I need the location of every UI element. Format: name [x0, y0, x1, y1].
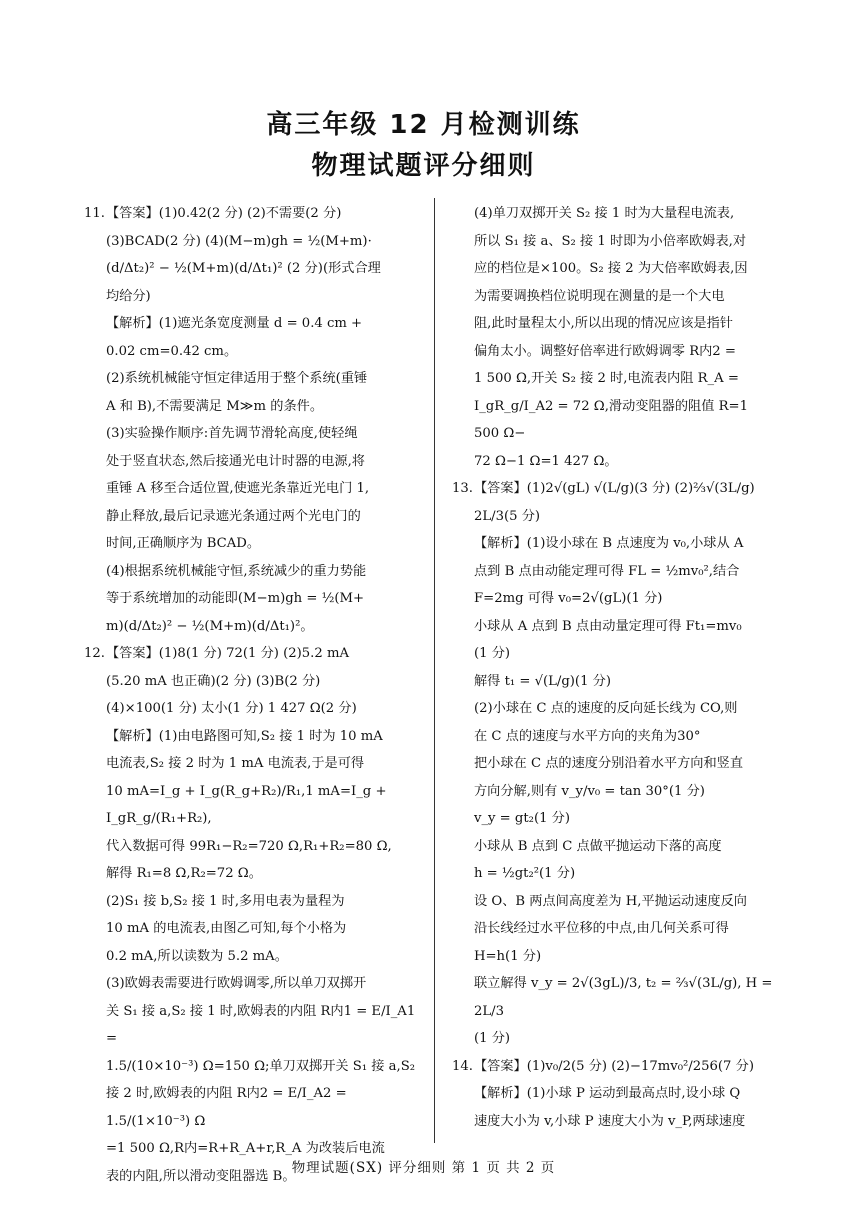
text-line: 应的档位是×100。S₂ 接 2 为大倍率欧姆表,因 [474, 261, 748, 276]
text-line: 联立解得 v_y = 2√(3gL)/3, t₂ = ⅔√(3L/g), H = 2L/3 [474, 976, 773, 1019]
text-line: 把小球在 C 点的速度分别沿着水平方向和竖直 [474, 756, 744, 771]
text-line: 电流表,S₂ 接 2 时为 1 mA 电流表,于是可得 [106, 756, 365, 771]
page-title-line1: 高三年级 12 月检测训练 [266, 110, 581, 140]
answer-line: 【答案】(1)0.42(2 分) (2)不需要(2 分) [106, 206, 342, 221]
column-divider [434, 198, 435, 1143]
text-line: (3)BCAD(2 分) (4)(M−m)gh = ½(M+m)· [106, 233, 372, 249]
text-line: 时间,正确顺序为 BCAD。 [106, 536, 261, 551]
text-line: (4)单刀双掷开关 S₂ 接 1 时为大量程电流表, [474, 206, 735, 221]
text-line: =1 500 Ω,R内=R+R_A+r,R_A 为改装后电流 [106, 1141, 385, 1156]
text-line: (2)S₁ 接 b,S₂ 接 1 时,多用电表为量程为 [106, 893, 345, 909]
text-line: m)(d/Δt₂)² − ½(M+m)(d/Δt₁)²。 [106, 618, 314, 634]
text-line: A 和 B),不需要满足 M≫m 的条件。 [106, 398, 324, 414]
text-line: 设 O、B 两点间高度差为 H,平抛运动速度反向 [474, 893, 747, 909]
text-line: 小球从 B 点到 C 点做平抛运动下落的高度 [474, 838, 722, 854]
text-line: 10 mA 的电流表,由图乙可知,每个小格为 [106, 921, 347, 936]
text-line: (3)欧姆表需要进行欧姆调零,所以单刀双掷开 [106, 976, 367, 991]
text-line: 沿长线经过水平位移的中点,由几何关系可得 [474, 921, 729, 936]
text-line: 均给分) [106, 288, 151, 304]
text-line: 【解析】(1)遮光条宽度测量 d = 0.4 cm + [106, 316, 363, 331]
text-line: (d/Δt₂)² − ½(M+m)(d/Δt₁)² (2 分)(形式合理 [106, 261, 381, 276]
answer-line: 【答案】(1)2√(gL) √(L/g)(3 分) (2)⅔√(3L/g) [474, 481, 755, 496]
text-line: (4)根据系统机械能守恒,系统减少的重力势能 [106, 563, 367, 579]
page-footer: 物理试题(SX) 评分细则 第 1 页 共 2 页 [291, 1160, 556, 1176]
text-line: (4)×100(1 分) 太小(1 分) 1 427 Ω(2 分) [106, 701, 357, 716]
question-number: 14. [452, 1058, 473, 1074]
text-line: 表的内阻,所以滑动变阻器选 B。 [106, 1168, 296, 1184]
text-line: 0.02 cm=0.42 cm。 [106, 343, 238, 359]
answer-line: 【答案】(1)8(1 分) 72(1 分) (2)5.2 mA [106, 646, 349, 661]
text-line: 2L/3(5 分) [474, 508, 541, 524]
text-line: 【解析】(1)由电路图可知,S₂ 接 1 时为 10 mA [106, 728, 383, 744]
text-line: 1.5/(10×10⁻³) Ω=150 Ω;单刀双掷开关 S₁ 接 a,S₂ [106, 1058, 416, 1074]
text-line: 点到 B 点由动能定理可得 FL = ½mv₀²,结合 [474, 563, 740, 579]
question-number: 12. [84, 646, 105, 661]
answer-line: 【答案】(1)v₀/2(5 分) (2)−17mv₀²/256(7 分) [474, 1058, 754, 1074]
text-line: v_y = gt₂(1 分) [474, 811, 571, 826]
text-line: 阻,此时量程太小,所以出现的情况应该是指针 [474, 316, 733, 331]
text-line: 在 C 点的速度与水平方向的夹角为30° [474, 728, 701, 744]
text-line: 接 2 时,欧姆表的内阻 R内2 = E/I_A2 = 1.5/(1×10⁻³) Ω [106, 1086, 347, 1129]
text-line: 解得 t₁ = √(L/g)(1 分) [474, 673, 611, 689]
text-line: 方向分解,则有 v_y/v₀ = tan 30°(1 分) [474, 783, 705, 799]
text-line: (2)小球在 C 点的速度的反向延长线为 CO,则 [474, 701, 738, 716]
text-line: (1 分) [474, 646, 511, 661]
question-number: 11. [84, 206, 105, 221]
text-line: 关 S₁ 接 a,S₂ 接 1 时,欧姆表的内阻 R内1 = E/I_A1 = [106, 1003, 416, 1046]
right-column [452, 200, 774, 1140]
question-header [84, 640, 420, 668]
text-line: 所以 S₁ 接 a、S₂ 接 1 时即为小倍率欧姆表,对 [474, 233, 747, 249]
text-line: 【解析】(1)设小球在 B 点速度为 v₀,小球从 A [474, 536, 744, 551]
text-line: H=h(1 分) [474, 948, 542, 964]
text-line: 解得 R₁=8 Ω,R₂=72 Ω。 [106, 866, 262, 881]
text-line: 等于系统增加的动能即(M−m)gh = ½(M+ [106, 591, 365, 606]
text-line: 0.2 mA,所以读数为 5.2 mA。 [106, 948, 288, 964]
question-header [452, 1053, 774, 1081]
text-line: 72 Ω−1 Ω=1 427 Ω。 [474, 453, 618, 469]
text-line: 【解析】(1)小球 P 运动到最高点时,设小球 Q [474, 1086, 741, 1101]
text-line: h = ½gt₂²(1 分) [474, 866, 576, 881]
left-column [84, 200, 420, 1184]
text-line: (1 分) [474, 1031, 511, 1046]
text-line: 静止释放,最后记录遮光条通过两个光电门的 [106, 508, 361, 524]
question-header [84, 200, 420, 228]
text-line: (5.20 mA 也正确)(2 分) (3)B(2 分) [106, 673, 321, 689]
text-line: 1 500 Ω,开关 S₂ 接 2 时,电流表内阻 R_A = [474, 371, 739, 386]
text-line: 小球从 A 点到 B 点由动量定理可得 Ft₁=mv₀ [474, 618, 742, 634]
text-line: 处于竖直状态,然后接通光电计时器的电源,将 [106, 453, 365, 469]
question-header [452, 475, 774, 503]
text-line: 重锤 A 移至合适位置,使遮光条靠近光电门 1, [106, 481, 370, 496]
question-number: 13. [452, 481, 473, 496]
text-line: 10 mA=I_g + I_g(R_g+R₂)/R₁,1 mA=I_g + I_gR_g/(R₁+R₂), [106, 783, 387, 826]
text-line: (3)实验操作顺序:首先调节滑轮高度,使轻绳 [106, 426, 358, 441]
text-line: F=2mg 可得 v₀=2√(gL)(1 分) [474, 591, 663, 606]
text-line: I_gR_g/I_A2 = 72 Ω,滑动变阻器的阻值 R=1 500 Ω− [474, 398, 748, 441]
text-line: 为需要调换档位说明现在测量的是一个大电 [474, 288, 725, 304]
text-line: (2)系统机械能守恒定律适用于整个系统(重锤 [106, 371, 368, 386]
page-title-line2: 物理试题评分细则 [311, 151, 536, 181]
text-line: 代入数据可得 99R₁−R₂=720 Ω,R₁+R₂=80 Ω, [106, 838, 392, 854]
text-line: 速度大小为 v,小球 P 速度大小为 v_P,两球速度 [474, 1113, 746, 1129]
text-line: 偏角太小。调整好倍率进行欧姆调零 R内2 = [474, 343, 736, 359]
